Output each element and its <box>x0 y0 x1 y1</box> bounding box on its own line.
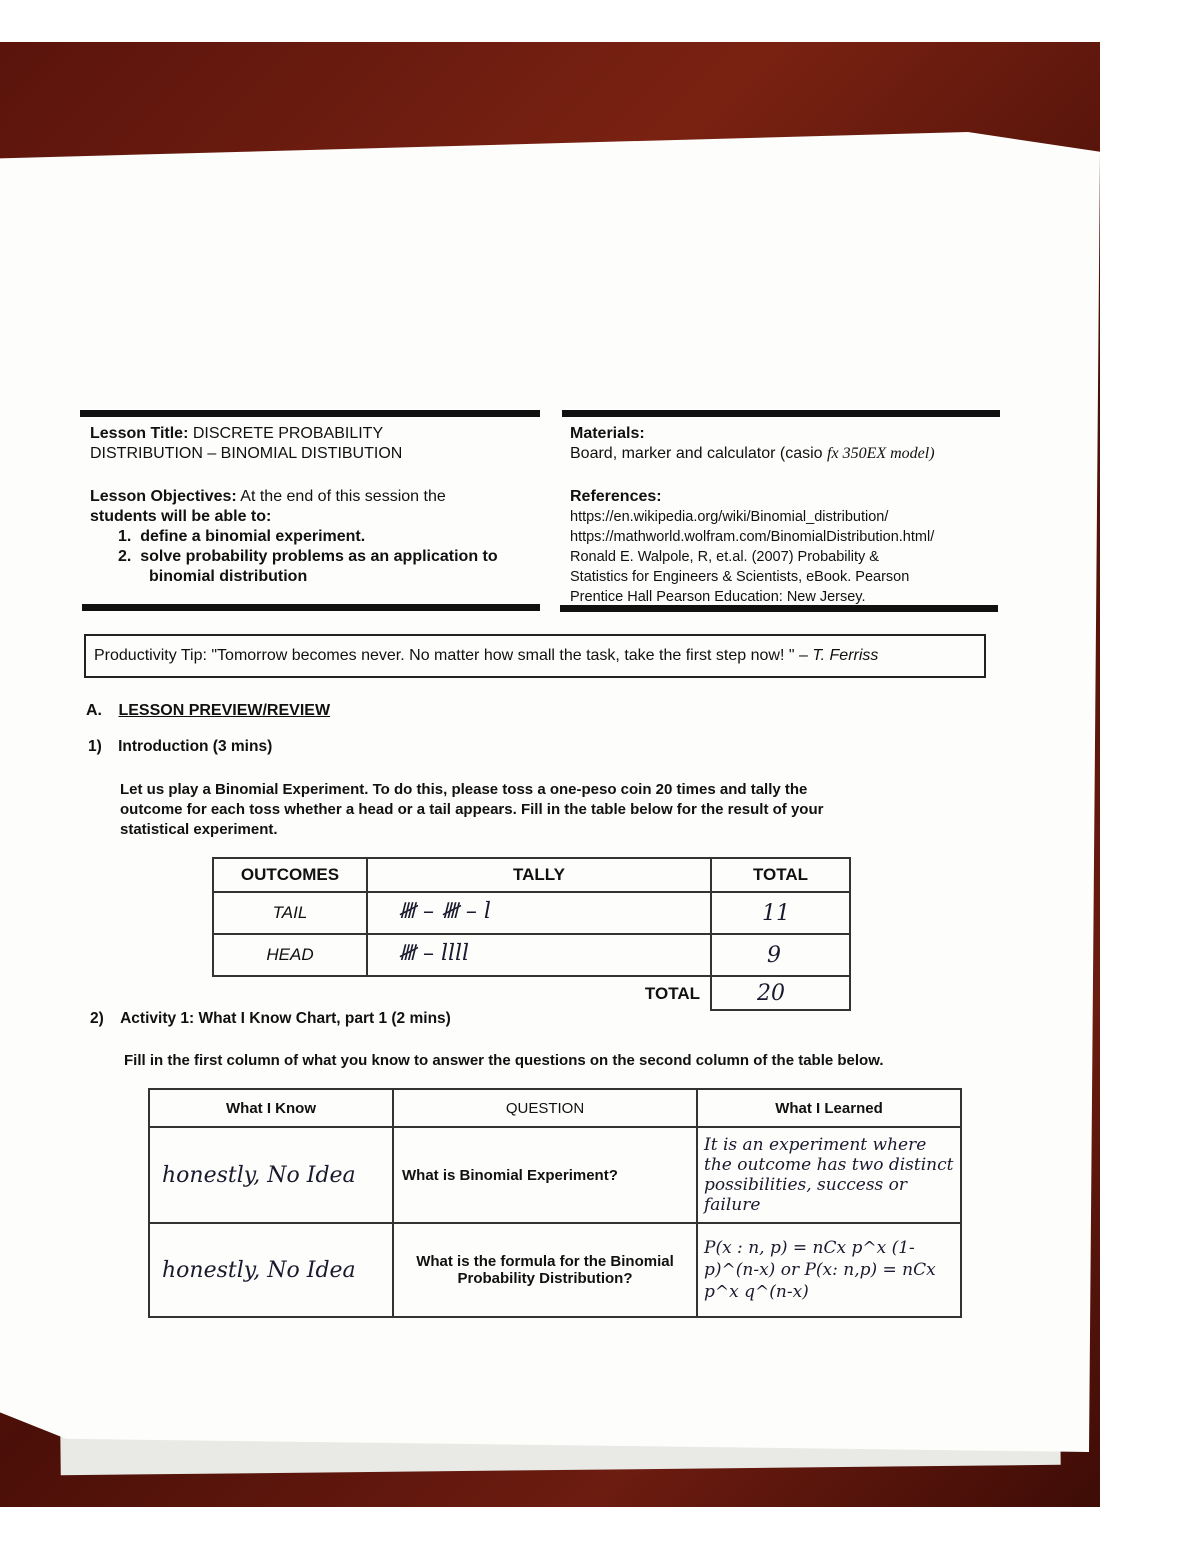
right-bottom-rule <box>560 605 998 612</box>
chart-learned-cell: P(x : n, p) = nCx p^x (1-p)^(n-x) or P(x: n,p) = nCx p^x q^(n-x) <box>697 1223 961 1317</box>
lesson-objectives-block <box>90 487 540 587</box>
intro-heading <box>88 738 272 756</box>
tally-header-tally: TALLY <box>367 858 711 892</box>
productivity-tip-author: T. Ferriss <box>812 647 879 664</box>
section-a-heading <box>86 702 330 720</box>
reference-line: Prentice Hall Pearson Education: New Jersey. <box>570 589 866 605</box>
intro-paragraph <box>120 780 920 840</box>
section-letter: A. <box>86 702 102 719</box>
objective-number: 2. <box>118 548 132 565</box>
lesson-title-label: Lesson Title: <box>90 425 189 442</box>
what-i-know-chart <box>148 1088 962 1318</box>
objective-number: 1. <box>118 528 132 545</box>
right-top-rule <box>562 410 1000 417</box>
tally-total-label: TOTAL <box>644 983 700 1003</box>
objective-item-2 <box>90 547 540 567</box>
lesson-title-block <box>90 424 540 464</box>
objective-text: solve probability problems as an application to <box>140 548 498 565</box>
chart-header-question: QUESTION <box>393 1089 697 1127</box>
tally-total-cell: 11 <box>711 892 850 934</box>
reference-line: Statistics for Engineers & Scientists, eBook. Pearson <box>570 569 910 585</box>
tally-total-cell: 9 <box>711 934 850 976</box>
left-bottom-rule <box>82 604 540 611</box>
tally-outcome-cell: HEAD <box>213 934 367 976</box>
intro-line: outcome for each toss whether a head or a tail appears. Fill in the table below for the result of your <box>120 801 824 818</box>
chart-question-cell: What is Binomial Experiment? <box>393 1127 697 1223</box>
lesson-title-line1: DISCRETE PROBABILITY <box>192 425 384 442</box>
tally-outcome-cell: TAIL <box>213 892 367 934</box>
objectives-label: Lesson Objectives: <box>90 488 237 505</box>
reference-line: Ronald E. Walpole, R, et.al. (2007) Probability & <box>570 549 879 565</box>
materials-model: fx 350EX model) <box>827 445 935 462</box>
lesson-title-line2: DISTRIBUTION – BINOMIAL DISTIBUTION <box>90 445 403 462</box>
chart-header-learned: What I Learned <box>697 1089 961 1127</box>
chart-learned-cell: It is an experiment where the outcome has two distinct possibilities, success or failure <box>697 1127 961 1223</box>
section-title: LESSON PREVIEW/REVIEW <box>118 702 331 719</box>
objectives-intro-line2: students will be able to: <box>90 508 272 525</box>
objective-item-2-cont: binomial distribution <box>149 568 308 585</box>
tally-header-outcomes: OUTCOMES <box>213 858 367 892</box>
references-block <box>570 487 1000 607</box>
references-label: References: <box>570 488 662 505</box>
tally-table <box>212 857 851 1011</box>
tally-header-total: TOTAL <box>711 858 850 892</box>
intro-number: 1) <box>88 738 102 755</box>
chart-question-cell: What is the formula for the Binomial Probability Distribution? <box>393 1223 697 1317</box>
chart-know-cell: honestly, No Idea <box>149 1223 393 1317</box>
intro-title: Introduction (3 mins) <box>118 738 273 755</box>
left-top-rule <box>80 410 540 417</box>
objective-item-1 <box>90 527 540 547</box>
tally-marks-cell: 𝍸 – llll <box>367 934 711 976</box>
chart-know-cell: honestly, No Idea <box>149 1127 393 1223</box>
productivity-tip-text: Productivity Tip: "Tomorrow becomes never. No matter how small the task, take the first step now! " – <box>94 647 808 664</box>
intro-line: statistical experiment. <box>120 821 278 838</box>
activity1-instruction: Fill in the first column of what you know to answer the questions on the second column of the table below. <box>124 1052 884 1069</box>
reference-line: https://mathworld.wolfram.com/BinomialDistribution.html/ <box>570 529 935 545</box>
tally-grand-total: 20 <box>711 976 850 1010</box>
objectives-intro-line1: At the end of this session the <box>240 488 446 505</box>
activity1-title: Activity 1: What I Know Chart, part 1 (2 mins) <box>120 1010 451 1027</box>
materials-label: Materials: <box>570 425 645 442</box>
materials-block <box>570 424 1000 464</box>
productivity-tip-box <box>84 634 986 678</box>
activity1-number: 2) <box>90 1010 104 1027</box>
chart-header-know: What I Know <box>149 1089 393 1127</box>
intro-line: Let us play a Binomial Experiment. To do this, please toss a one-peso coin 20 times and tally the <box>120 781 808 798</box>
activity1-heading <box>90 1010 451 1028</box>
materials-text: Board, marker and calculator (casio <box>570 445 823 462</box>
reference-line: https://en.wikipedia.org/wiki/Binomial_distribution/ <box>570 509 889 525</box>
objective-text: define a binomial experiment. <box>140 528 366 545</box>
tally-marks-cell: 𝍸 – 𝍸 – l <box>367 892 711 934</box>
